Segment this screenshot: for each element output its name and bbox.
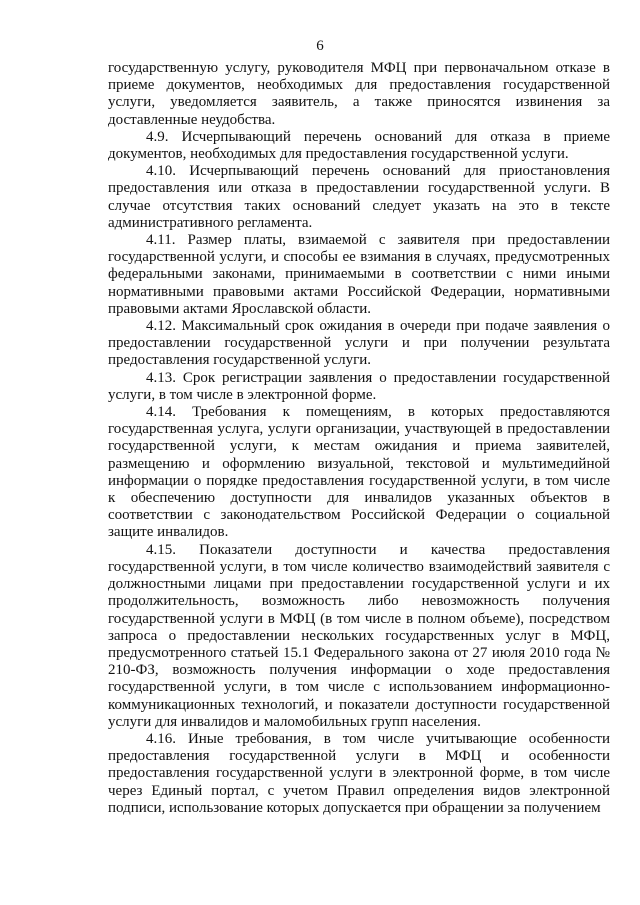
paragraph-4-10: 4.10. Исчерпывающий перечень оснований для приостановления предоставления или отказа в предоставлении государственной услуги. В случае отсутствия таких оснований следует указать на это в тексте административного регламента. xyxy=(108,163,610,231)
page-number: 6 xyxy=(316,38,324,54)
paragraph-4-12: 4.12. Максимальный срок ожидания в очереди при подаче заявления о предоставлении государственной услуги и при получении результата предоставления государственной услуги. xyxy=(108,318,610,369)
paragraph-4-14: 4.14. Требования к помещениям, в которых предоставляются государственная услуга, услуги организации, участвующей в предоставлении государственной услуги, к местам ожидания и приема заявителей, размещению и оформлению визуальной, текстовой и мультимедийной информации о порядке предоставления государственной услуги, в том числе к обеспечению доступности для инвалидов указанных объектов в соответствии с законодательством Российской Федерации о социальной защите инвалидов. xyxy=(108,404,610,541)
paragraph-4-15: 4.15. Показатели доступности и качества предоставления государственной услуги, в том числе количество взаимодействий заявителя с должностными лицами при предоставлении государственной услуги и их продолжительность, возможность либо невозможность получения государственной услуги в МФЦ (в том числе в полном объеме), посредством запроса о предоставлении нескольких государственных услуг в МФЦ, предусмотренного статьей 15.1 Федерального закона от 27 июля 2010 года № 210-ФЗ, возможность получения информации о ходе предоставления государственной услуги, в том числе с использованием информационно-коммуникационных технологий, и показатели доступности государственной услуги для инвалидов и маломобильных групп населения. xyxy=(108,541,610,730)
paragraph-4-9: 4.9. Исчерпывающий перечень оснований для отказа в приеме документов, необходимых для предоставления государственной услуги. xyxy=(108,128,610,163)
document-body xyxy=(108,60,610,817)
paragraph-continuation: государственную услугу, руководителя МФЦ при первоначальном отказе в приеме документов, необходимых для предоставления государственной услуги, уведомляется заявитель, а также приносятся извинения за доставленные неудобства. xyxy=(108,60,610,128)
paragraph-4-13: 4.13. Срок регистрации заявления о предоставлении государственной услуги, в том числе в электронной форме. xyxy=(108,369,610,403)
paragraph-4-11: 4.11. Размер платы, взимаемой с заявителя при предоставлении государственной услуги, и способы ее взимания в случаях, предусмотренных федеральными законами, принимаемыми в соответствии с ними иными нормативными правовыми актами Российской Федерации, нормативными правовыми актами Ярославской области. xyxy=(108,232,610,317)
paragraph-4-16: 4.16. Иные требования, в том числе учитывающие особенности предоставления государственной услуги в МФЦ и особенности предоставления государственной услуги в электронной форме, в том числе через Единый портал, с учетом Правил определения видов электронной подписи, использование которых допускается при обращении за получением xyxy=(108,730,610,816)
